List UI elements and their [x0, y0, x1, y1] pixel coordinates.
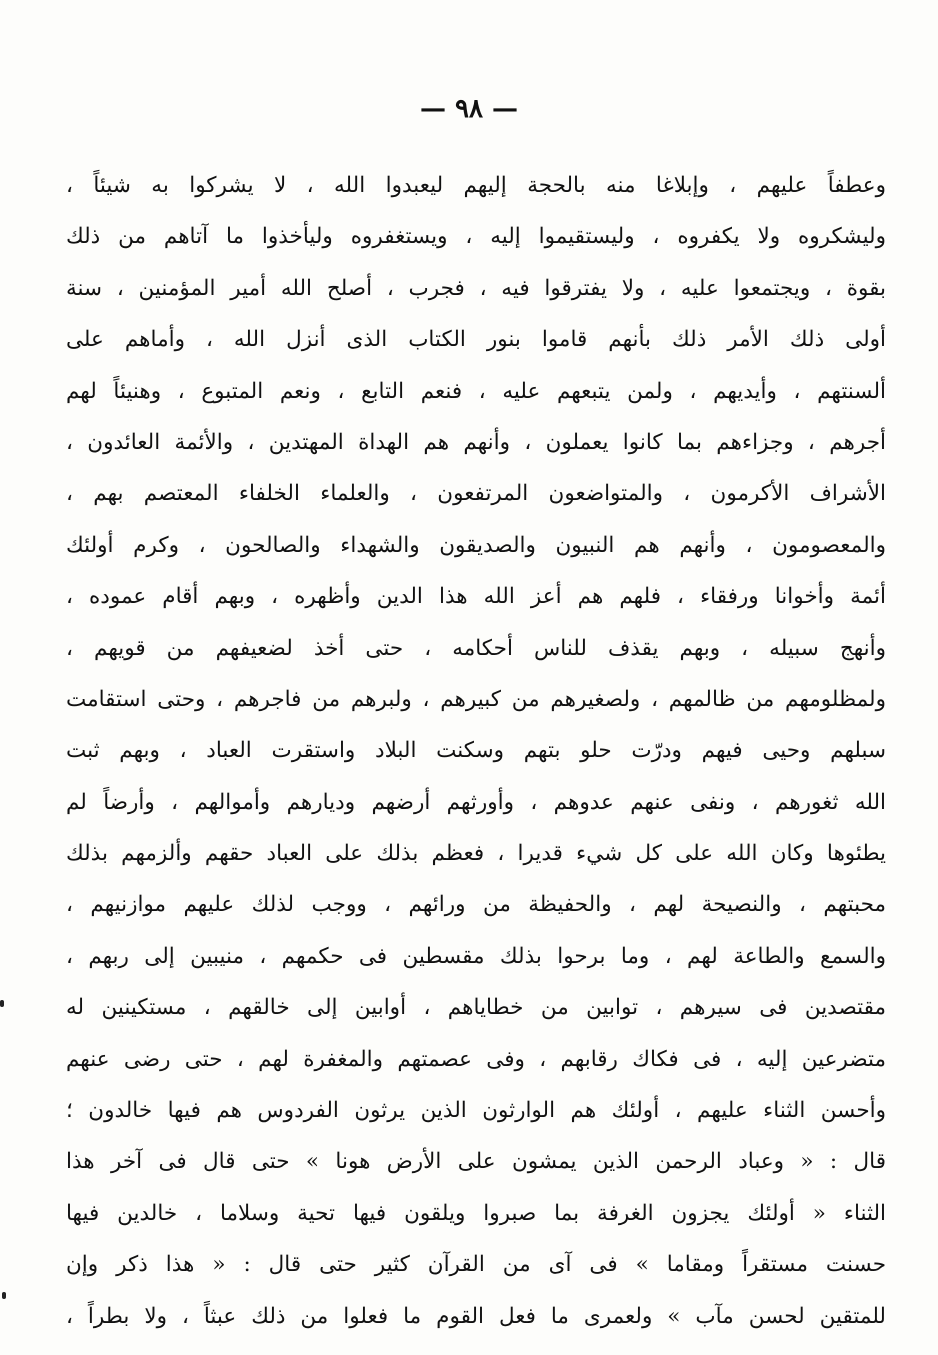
- text-line: ألسنتهم ، وأيديهم ، ولمن يتبعهم عليه ، فنعم التابع ، ونعم المتبوع ، وهنيئاً لهم: [66, 378, 886, 404]
- text-line: بقوة ، ويجتمعوا عليه ، ولا يفترقوا فيه ، فجرب ، أصلح الله أمير المؤمنين ، سنة: [66, 275, 886, 301]
- scan-speck: [0, 1000, 4, 1007]
- text-line: والمعصومون ، وأنهم هم النبيون والصديقون والشهداء والصالحون ، وكرم أولئك: [66, 532, 886, 558]
- page-number: — ٩٨ —: [419, 94, 519, 124]
- text-line: يطئوها وكان الله على كل شيء قديرا ، فعظم بذلك على العباد حقهم وألزمهم بذلك: [66, 841, 886, 867]
- text-line: وأنهج سبيله ، وبهم يقذف للناس أحكامه ، حتى أخذ لضعيفهم من قويهم ،: [66, 635, 886, 661]
- text-line: أجرهم ، وجزاءهم بما كانوا يعملون ، وأنهم هم الهداة المهتدين ، والأئمة العائدون ،: [66, 429, 886, 455]
- text-line: قال : « وعباد الرحمن الذين يمشون على الأرض هونا » حتى قال فى آخر هذا: [66, 1149, 886, 1175]
- text-line: وعطفاً عليهم ، وإبلاغا منه بالحجة إليهم ليعبدوا الله ، لا يشركوا به شيئاً ،: [66, 173, 886, 198]
- text-line: الله ثغورهم ، ونفى عنهم عدوهم ، وأورثهم أرضهم وديارهم وأموالهم ، وأرضاً لم: [66, 789, 886, 815]
- text-line: ولمظلومهم من ظالمهم ، ولصغيرهم من كبيرهم ، ولبرهم من فاجرهم ، وحتى استقامت: [66, 686, 886, 712]
- text-line: للمتقين لحسن مآب » ولعمرى ما فعل القوم ما فعلوا من ذلك عبثاً ، ولا بطراً ،: [66, 1303, 886, 1329]
- text-line: أولى ذلك الأمر ذلك بأنهم قاموا بنور الكتاب الذى أنزل الله ، وأماهم على: [66, 327, 886, 353]
- text-line: متضرعين إليه ، فى فكاك رقابهم ، وفى عصمتهم والمغفرة لهم ، حتى رضى عنهم: [66, 1046, 886, 1072]
- text-line: والسمع والطاعة لهم ، وما برحوا بذلك مقسطين فى حكمهم ، منيبين إلى ربهم ،: [66, 943, 886, 969]
- text-line: أئمة وأخوانا ورفقاء ، فلهم هم أعز الله هذا الدين وأظهره ، وبهم أقام عموده ،: [66, 584, 886, 610]
- scan-speck: [2, 1292, 6, 1299]
- text-line: وليشكروه ولا يكفروه ، وليستقيموا إليه ، ويستغفروه وليأخذوا ما آتاهم من ذلك: [66, 224, 886, 250]
- text-line: وأحسن الثناء عليهم ، أولئك هم الوارثون الذين يرثون الفردوس هم فيها خالدون ؛: [66, 1098, 886, 1124]
- text-line: الثناء « أولئك يجزون الغرفة بما صبروا ويلقون فيها تحية وسلاما ، خالدين فيها: [66, 1200, 886, 1226]
- text-line: مقتصدين فى سيرهم ، توابين من خطاياهم ، أوابين إلى خالقهم ، مستكينين له: [66, 995, 886, 1021]
- text-line: محبتهم ، والنصيحة لهم ، والحفيظة من ورائهم ، ووجب لذلك عليهم موازنيهم ،: [66, 892, 886, 918]
- text-line: حسنت مستقراً ومقاما » فى آى من القرآن كثير حتى قال : « هذا ذكر وإن: [66, 1252, 886, 1278]
- text-line: سبلهم وحيى فيهم ودرّت حلو بتهم وسكنت البلاد واستقرت العباد ، وبهم ثبت: [66, 738, 886, 764]
- text-line: الأشراف الأكرمون ، والمتواضعون المرتفعون ، والعلماء الخلفاء المعتصم بهم ،: [66, 481, 886, 507]
- body-text: [66, 160, 886, 1342]
